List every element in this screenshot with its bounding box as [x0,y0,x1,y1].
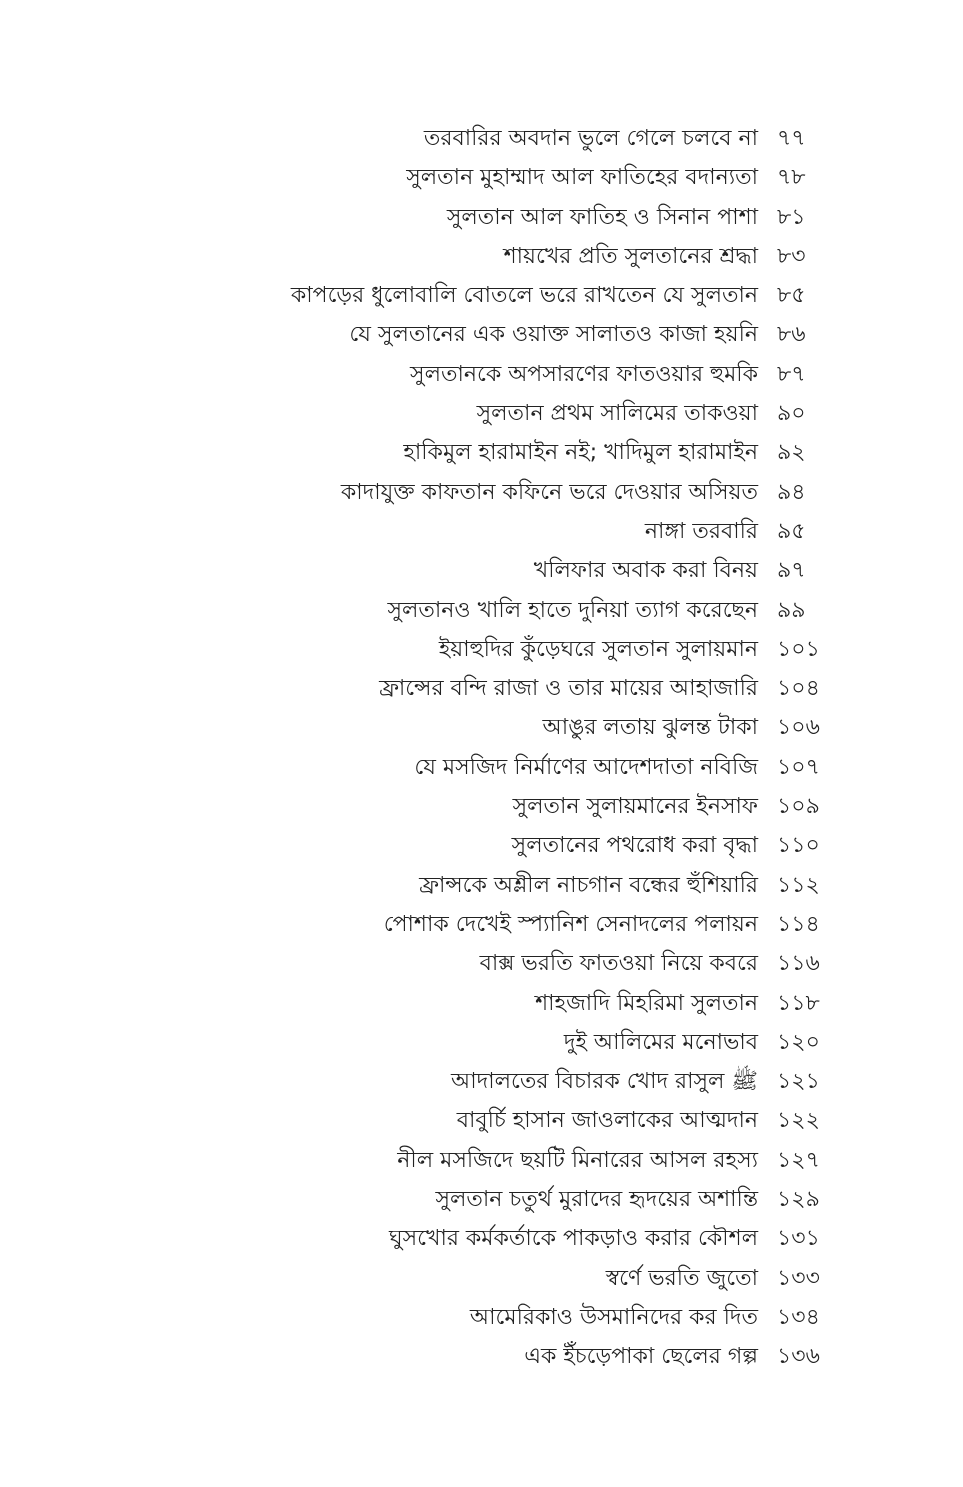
toc-entry-page-number: ১২২ [777,1108,820,1134]
toc-entry-page-number: ১০৬ [777,715,820,741]
toc-entry[interactable] [0,276,963,315]
toc-entry-page-number: ১০৪ [777,676,820,702]
toc-entry-page-number: ১০১ [777,636,820,662]
toc-entry-title: যে সুলতানের এক ওয়াক্ত সালাতও কাজা হয়নি [349,322,758,348]
toc-entry-title: সুলতানও খালি হাতে দুনিয়া ত্যাগ করেছেন [387,597,758,623]
toc-entry-title: বাবুর্চি হাসান জাওলাকের আত্মদান [456,1108,758,1134]
toc-entry-title: পোশাক দেখেই স্প্যানিশ সেনাদলের পলায়ন [383,911,758,937]
toc-entry-title: কাদাযুক্ত কাফতান কফিনে ভরে দেওয়ার অসিয়ত [340,479,758,505]
toc-entry-page-number: ৯০ [777,401,806,427]
toc-entry-title: সুলতান আল ফাতিহ ও সিনান পাশা [446,204,758,230]
toc-entry[interactable] [0,512,963,551]
toc-entry-page-number: ৭৭ [777,126,806,151]
toc-entry[interactable] [0,1101,963,1140]
toc-entry-title: আঙুর লতায় ঝুলন্ত টাকা [542,715,758,741]
toc-entry-title: নীল মসজিদে ছয়টি মিনারের আসল রহস্য [397,1147,758,1173]
toc-entry[interactable] [0,433,963,472]
toc-entry[interactable] [0,787,963,826]
toc-entry-page-number: ১০৭ [777,754,820,780]
toc-entry-page-number: ৯৪ [777,479,806,505]
toc-entry-page-number: ১৩৬ [777,1344,820,1370]
toc-entry[interactable] [0,630,963,669]
toc-entry-page-number: ৮৫ [777,283,806,309]
toc-entry-title: তরবারির অবদান ভুলে গেলে চলবে না [423,126,758,151]
toc-entry[interactable] [0,394,963,433]
toc-entry[interactable] [0,1062,963,1101]
toc-entry-title: সুলতানকে অপসারণের ফাতওয়ার হুমকি [410,361,758,387]
toc-entry[interactable] [0,119,963,158]
toc-entry[interactable] [0,315,963,354]
toc-entry[interactable] [0,708,963,747]
toc-entry[interactable] [0,984,963,1023]
toc-entry-page-number: ৮১ [777,204,806,230]
toc-entry-title: সুলতান মুহাম্মাদ আল ফাতিহের বদান্যতা [406,165,758,191]
toc-entry-page-number: ১৩১ [777,1226,820,1252]
toc-entry[interactable] [0,591,963,630]
toc-entry-title: ফ্রান্সকে অশ্লীল নাচগান বন্ধের হুঁশিয়ারি [419,872,758,898]
toc-entry-title: খলিফার অবাক করা বিনয় [533,558,758,584]
toc-entry-title: ফ্রান্সের বন্দি রাজা ও তার মায়ের আহাজারি [379,676,758,702]
toc-entry[interactable] [0,866,963,905]
toc-entry[interactable] [0,669,963,708]
toc-entry-page-number: ১১৮ [777,990,820,1016]
toc-entry-page-number: ১১৪ [777,911,820,937]
toc-entry[interactable] [0,158,963,197]
toc-entry-title: ঘুসখোর কর্মকর্তাকে পাকড়াও করার কৌশল [389,1226,758,1252]
toc-entry-page-number: ১০৯ [777,794,820,820]
toc-entry-page-number: ৯৯ [777,597,806,623]
toc-entry-title: শায়খের প্রতি সুলতানের শ্রদ্ধা [503,243,758,269]
toc-entry-title: নাঙ্গা তরবারি [644,518,758,544]
toc-entry-page-number: ৯৭ [777,558,806,584]
toc-entry[interactable] [0,944,963,983]
table-of-contents [0,119,963,1377]
toc-entry[interactable] [0,473,963,512]
toc-entry-title: এক ইঁচড়েপাকা ছেলের গল্প [524,1344,758,1370]
toc-entry-title: শাহজাদি মিহরিমা সুলতান [535,990,758,1016]
toc-entry[interactable] [0,1337,963,1376]
toc-entry[interactable] [0,1141,963,1180]
toc-entry-page-number: ১১৬ [777,951,820,977]
toc-entry[interactable] [0,1219,963,1258]
toc-entry-title: বাক্স ভরতি ফাতওয়া নিয়ে কবরে [479,951,758,977]
toc-entry-page-number: ১১২ [777,872,820,898]
toc-entry-page-number: ১৩৪ [777,1304,820,1330]
toc-entry[interactable] [0,1023,963,1062]
toc-entry-title: যে মসজিদ নির্মাণের আদেশদাতা নবিজি [414,754,758,780]
toc-entry-title: আমেরিকাও উসমানিদের কর দিত [469,1304,758,1330]
toc-entry-page-number: ৭৮ [777,165,806,191]
toc-entry-title: সুলতান সুলায়মানের ইনসাফ [512,794,758,820]
toc-entry-title: সুলতানের পথরোধ করা বৃদ্ধা [511,833,758,859]
toc-entry-page-number: ৯৫ [777,518,806,544]
toc-entry-page-number: ১৩৩ [777,1265,820,1291]
toc-entry[interactable] [0,237,963,276]
toc-entry-page-number: ৮৩ [777,243,806,269]
toc-entry-title: ইয়াহুদির কুঁড়েঘরে সুলতান সুলায়মান [438,636,758,662]
toc-entry-title: আদালতের বিচারক খোদ রাসুল ﷺ [451,1069,758,1095]
toc-entry[interactable] [0,551,963,590]
toc-entry-title: কাপড়ের ধুলোবালি বোতলে ভরে রাখতেন যে সুলতান [290,283,758,309]
toc-entry-page-number: ১২৭ [777,1147,820,1173]
toc-entry[interactable] [0,826,963,865]
toc-entry-page-number: ১১০ [777,833,820,859]
toc-entry-page-number: ১২০ [777,1029,820,1055]
toc-entry[interactable] [0,198,963,237]
toc-entry-title: সুলতান চতুর্থ মুরাদের হৃদয়ের অশান্তি [435,1187,758,1213]
toc-entry-title: সুলতান প্রথম সালিমের তাকওয়া [476,401,758,427]
toc-entry-page-number: ৯২ [777,440,806,466]
toc-entry[interactable] [0,1298,963,1337]
toc-entry-page-number: ৮৬ [777,322,806,348]
toc-entry-page-number: ১২৯ [777,1187,820,1213]
toc-entry[interactable] [0,1259,963,1298]
toc-entry-page-number: ১২১ [777,1069,820,1095]
toc-entry-title: স্বর্ণে ভরতি জুতো [605,1265,758,1291]
toc-entry[interactable] [0,748,963,787]
toc-entry-title: দুই আলিমের মনোভাব [563,1029,758,1055]
toc-entry-title: হাকিমুল হারামাইন নই; খাদিমুল হারামাইন [403,440,758,466]
toc-entry[interactable] [0,905,963,944]
toc-entry-page-number: ৮৭ [777,361,806,387]
toc-entry[interactable] [0,355,963,394]
toc-entry[interactable] [0,1180,963,1219]
